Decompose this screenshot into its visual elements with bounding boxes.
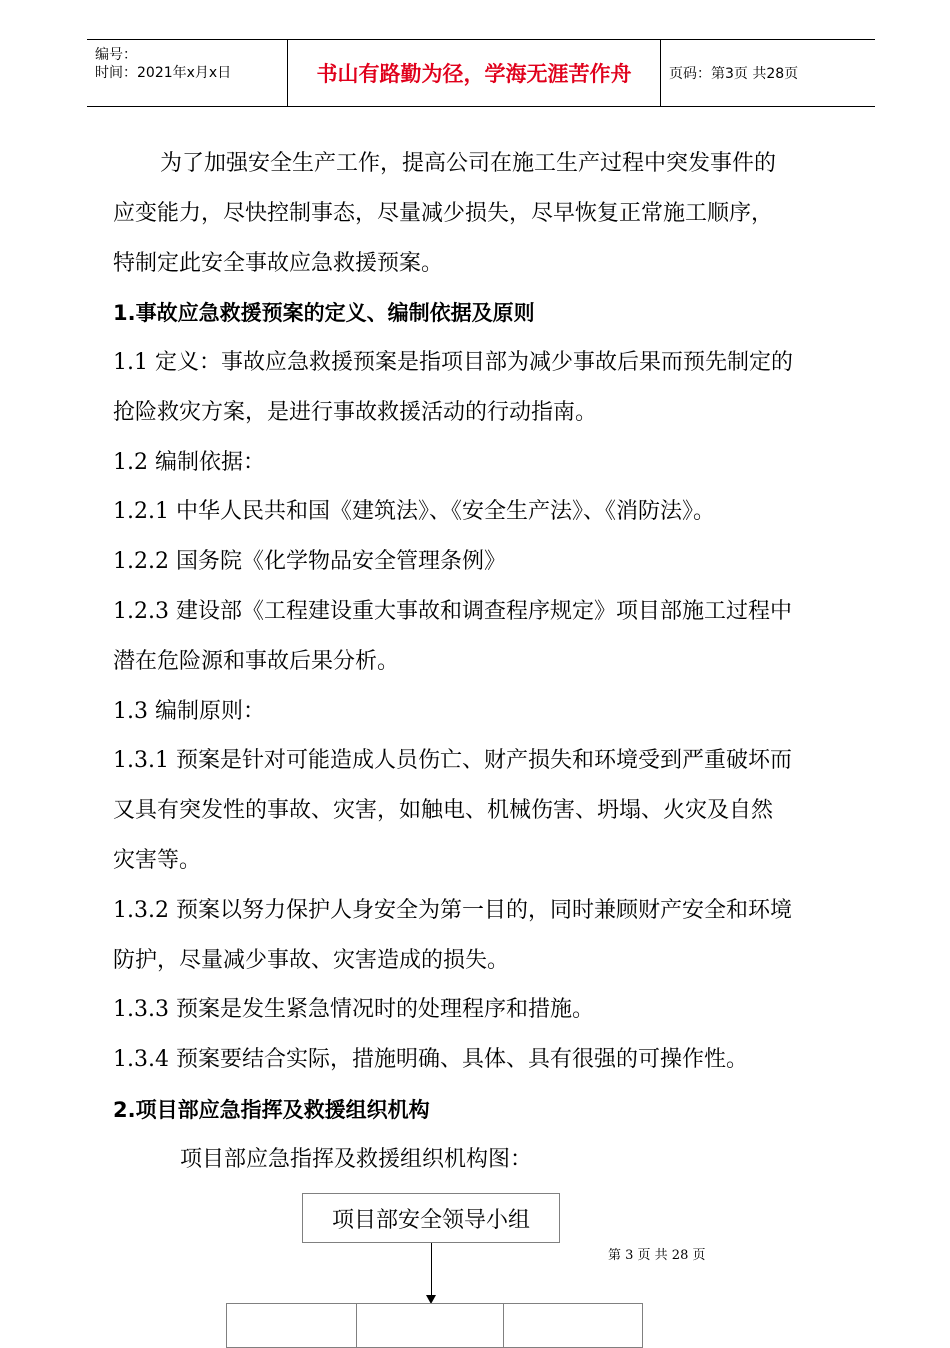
org-top-box [302,1193,560,1243]
page-footer: 第 3 页 共 28 页 [608,1248,706,1263]
principle-1-line-2: 又具有突发性的事故、灾害，如触电、机械伤害、坍塌、火灾及自然 [113,798,774,823]
basis-item-2: 1.2.2 国务院《化学物品安全管理条例》 [113,549,506,574]
org-sub-boxes [226,1303,643,1348]
org-connector-line [431,1243,432,1297]
principle-1-line-1: 1.3.1 预案是针对可能造成人员伤亡、财产损失和环境受到严重破坏而 [113,748,792,773]
principle-4: 1.3.4 预案要结合实际，措施明确、具体、具有很强的可操作性。 [113,1047,748,1072]
time-label: 时间：2021年x月x日 [95,65,232,81]
page-header [87,39,875,107]
org-chart-caption: 项目部应急指挥及救援组织机构图： [180,1147,533,1172]
basis-heading: 1.2 编制依据： [113,450,265,475]
header-meta-cell [87,40,288,106]
definition-line-2: 抢险救灾方案，是进行事故救援活动的行动指南。 [113,400,598,425]
principle-2-line-2: 防护，尽量减少事故、灾害造成的损失。 [113,948,510,973]
principle-3: 1.3.3 预案是发生紧急情况时的处理程序和措施。 [113,997,594,1022]
principles-heading: 1.3 编制原则： [113,699,265,724]
org-sub-box-1 [227,1304,357,1347]
intro-line-3: 特制定此安全事故应急救援预案。 [113,251,444,276]
principle-1-line-3: 灾害等。 [113,848,202,873]
org-sub-box-2 [357,1304,504,1347]
org-top-box-label: 项目部安全领导小组 [331,1207,530,1233]
intro-line-1: 为了加强安全生产工作，提高公司在施工生产过程中突发事件的 [160,151,777,176]
principle-2-line-1: 1.3.2 预案以努力保护人身安全为第一目的，同时兼顾财产安全和环境 [113,898,792,923]
basis-item-3-line-1: 1.2.3 建设部《工程建设重大事故和调查程序规定》项目部施工过程中 [113,599,792,624]
org-sub-box-3 [504,1304,642,1347]
number-label: 编号： [95,47,137,63]
intro-line-2: 应变能力，尽快控制事态，尽量减少损失，尽早恢复正常施工顺序， [113,201,774,226]
definition-line-1: 1.1 定义：事故应急救援预案是指项目部为减少事故后果而预先制定的 [113,350,793,375]
header-page-info: 页码：第3页 共28页 [669,66,799,82]
header-motto: 书山有路勤为径，学海无涯苦作舟 [288,40,661,106]
basis-item-1: 1.2.1 中华人民共和国《建筑法》、《安全生产法》、《消防法》。 [113,499,715,524]
section1-heading: 1.事故应急救援预案的定义、编制依据及原则 [113,301,535,325]
section2-heading: 2.项目部应急指挥及救援组织机构 [113,1098,430,1122]
basis-item-3-line-2: 潜在危险源和事故后果分析。 [113,649,400,674]
